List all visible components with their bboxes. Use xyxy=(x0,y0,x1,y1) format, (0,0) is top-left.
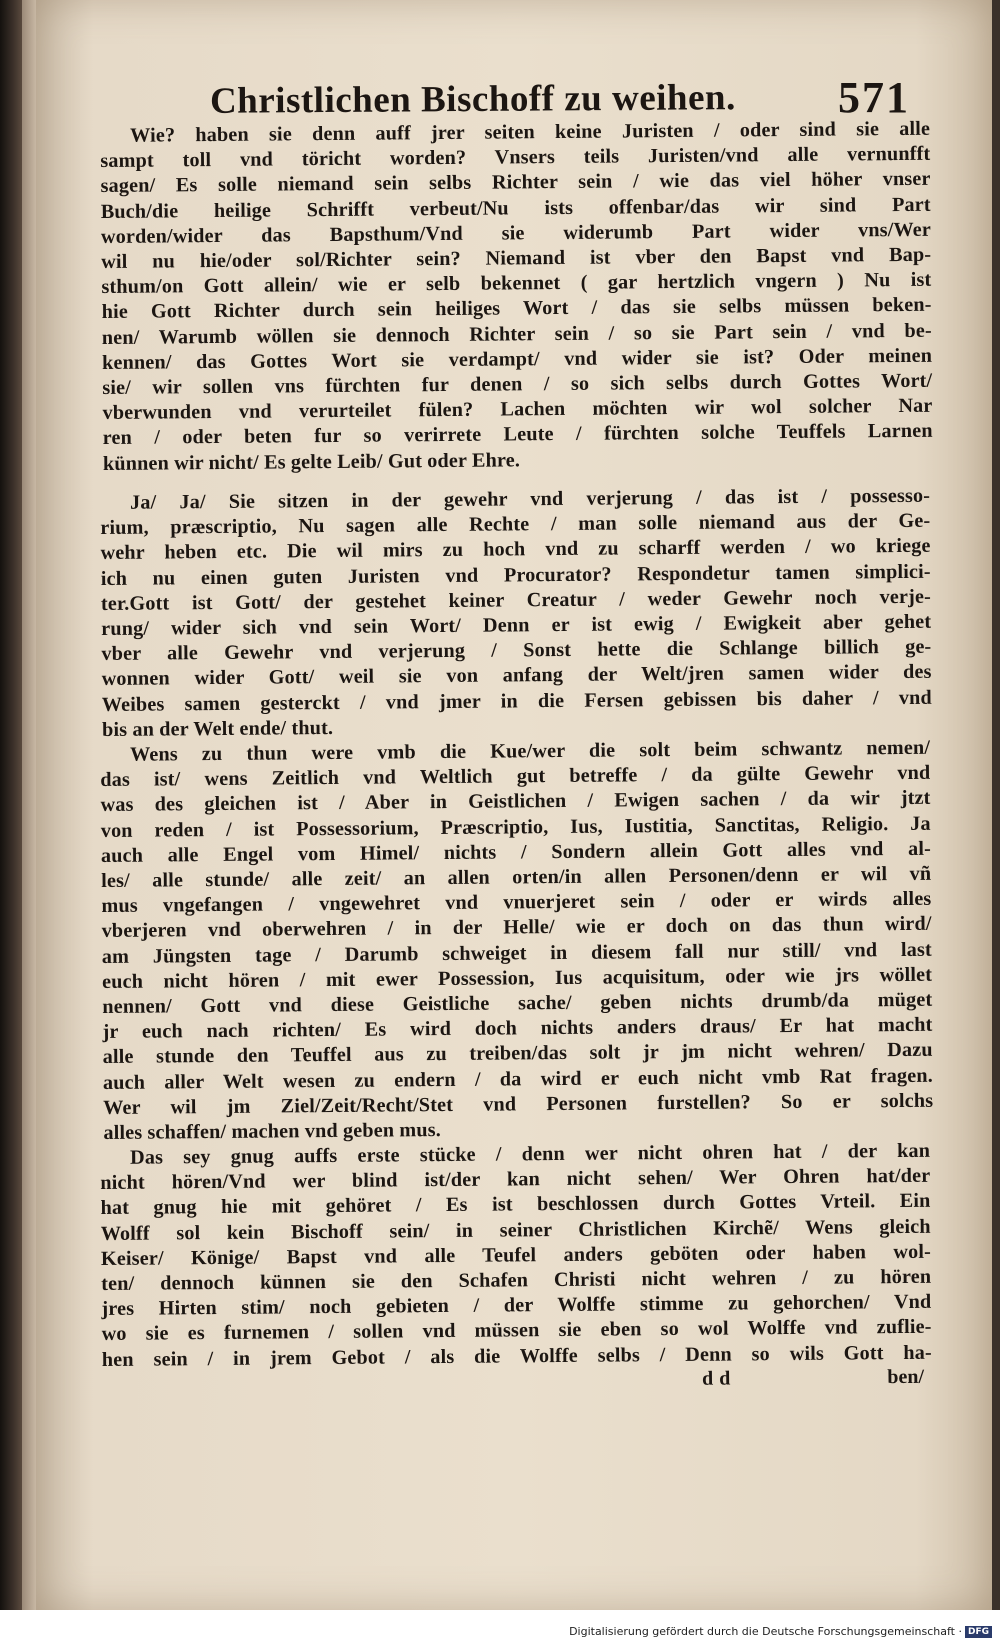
text-line: Weibes samen gesterckt / vnd jmer in die Fersen gebissen bis daher / vnd xyxy=(101,686,932,716)
text-line: ter.Gott ist Gott/ der gestehet keiner Creatur / weder Gewehr noch verje- xyxy=(100,585,932,615)
text-line: vberjeren vnd oberwehren / in der Helle/ wie er doch on das thun wird/ xyxy=(101,913,932,943)
page-text-block xyxy=(100,72,934,1398)
text-line: Keiser/ Könige/ Bapst vnd alle Teufel anders geböten oder haben wol- xyxy=(100,1240,932,1270)
text-line: nennen/ Gott vnd diese Geistliche sache/ geben nichts drumb/da müget xyxy=(102,988,933,1018)
dfg-logo: DFG xyxy=(965,1626,992,1638)
text-line: sie/ wir sollen vns fürchten fur denen / so sich selbs durch Gottes Wort/ xyxy=(102,369,933,400)
text-line: künnen wir nicht/ Es gelte Leib/ Gut oder Ehre. xyxy=(102,448,521,475)
text-line: wonnen wider Gott/ weil sie von anfang der Welt/jren samen wider des xyxy=(101,661,932,691)
paragraph xyxy=(100,484,932,743)
text-line: hie Gott Richter durch sein heiliges Wort / das sie selbs müssen beken- xyxy=(101,294,932,324)
text-line: euch nicht hören / mit ewer Possession, Ius acquisitum, oder wie jrs wöllet xyxy=(101,963,933,993)
text-line: Ja/ Ja/ Sie sitzen in der gewehr vnd verjerung / das ist / possesso- xyxy=(130,484,931,514)
text-line: wil nu hie/oder sol/Richter sein? Niemand ist vber den Bapst vnd Bap- xyxy=(101,243,932,274)
text-line: hat gnug hie mit gehöret / Es ist beschlossen durch Gottes Vrteil. Ein xyxy=(100,1190,931,1220)
text-line: alle stunde den Teuffel aus zu treiben/das solt jr jm nicht wehren/ Dazu xyxy=(102,1039,933,1069)
dfg-credit-text: Digitalisierung gefördert durch die Deutsche Forschungsgemeinschaft · xyxy=(569,1625,962,1638)
text-line: nen/ Warumb wöllen sie dennoch Richter sein / so sie Part sein / vnd be- xyxy=(101,319,932,349)
text-line: Wer wil jm Ziel/Zeit/Recht/Stet vnd Personen furstellen? So er solchs xyxy=(103,1089,934,1119)
text-line: auch aller Welt wesen zu endern / da wird er euch nicht vmb Rat fragen. xyxy=(102,1064,934,1094)
adjacent-page-edge xyxy=(22,0,36,1610)
text-line: das ist/ wens Zeitlich vnd Weltlich gut betreffe / da gülte Gewehr vnd xyxy=(100,761,931,792)
text-line: Buch/die heilige Schrifft verbeut/Nu ists offenbar/das wir sind Part xyxy=(100,193,931,223)
text-line: sthum/on Gott allein/ wie er selb bekennet ( gar hertzlich vngern ) Nu ist xyxy=(101,268,932,299)
text-line: Wens zu thun were vmb die Kue/wer die solt beim schwantz nemen/ xyxy=(130,736,931,766)
text-line: wo sie es furnemen / sollen vnd müssen sie eben so wol Wolffe vnd zuflie- xyxy=(101,1316,932,1346)
text-line: sampt toll vnd töricht worden? Vnsers teils Juristen/vnd alle vernunfft xyxy=(100,142,931,173)
running-head-title: Christlichen Bischoff zu weihen. xyxy=(209,77,736,122)
text-line: jres Hirten stim/ noch gebieten / der Wolffe stimme zu gehorchen/ Vnd xyxy=(101,1291,932,1321)
text-line: was des gleichen ist / Aber in Geistlichen / Ewigen sachen / da wir jtzt xyxy=(100,787,931,817)
paragraph xyxy=(100,117,933,477)
dfg-credit xyxy=(569,1625,992,1638)
catchword: ben/ xyxy=(887,1365,925,1389)
text-line: Das sey gnug auffs erste stücke / denn wer nicht ohren hat / der kan xyxy=(130,1139,931,1169)
text-line: vber alle Gewehr vnd verjerung / Sonst hette die Schlange billich ge- xyxy=(101,635,932,666)
text-line: auch alle Engel vom Himel/ nichts / Sondern allein Gott alles vnd al- xyxy=(100,837,932,867)
text-line: les/ alle stunde/ alle zeit/ an allen orten/in allen Personen/denn er wil vñ xyxy=(101,862,932,892)
folio-number: 571 xyxy=(838,73,910,122)
text-line: worden/wider das Bapsthum/Vnd sie widerumb Part wider vns/Wer xyxy=(100,218,932,248)
text-line: nicht hören/Vnd wer blind ist/der kan nicht sehen/ Wer Ohren hat/der xyxy=(100,1165,931,1195)
text-line: wehr heben etc. Die wil mirs zu hoch vnd zu scharff werden / wo kriege xyxy=(100,535,931,565)
text-line: Wie? haben sie denn auff jrer seiten keine Juristen / oder sind sie alle xyxy=(130,117,931,147)
text-line: ren / oder beten fur so verirrete Leute / fürchten solche Teuffels Larnen xyxy=(102,420,933,450)
text-line: kennen/ das Gottes Wort sie verdampt/ vnd wider sie ist? Oder meinen xyxy=(101,344,933,374)
text-line: mus vngefangen / vngewehret vnd vnuerjeret sein / oder er wirds alles xyxy=(101,887,932,918)
signature-mark: dd xyxy=(701,1367,737,1390)
text-line: bis an der Welt ende/ thut. xyxy=(101,716,334,741)
text-line: von reden / ist Possessorium, Præscriptio, Ius, Iustitia, Sanctitas, Religio. Ja xyxy=(100,812,931,842)
text-line: alles schaffen/ machen vnd geben mus. xyxy=(103,1118,442,1144)
text-line: rung/ wider sich vnd sein Wort/ Denn er ist ewig / Ewigkeit aber gehet xyxy=(101,610,932,640)
text-line: ich nu einen guten Juristen vnd Procurator? Respondetur tamen simplici- xyxy=(100,560,931,590)
text-line: rium, præscriptio, Nu sagen alle Rechte / man solle niemand aus der Ge- xyxy=(100,509,931,540)
paragraph xyxy=(100,736,933,1146)
running-head xyxy=(100,72,930,124)
paragraph xyxy=(100,1139,932,1373)
page-right-shadow xyxy=(992,0,1000,1610)
text-line: Wolff sol kein Bischoff sein/ in seiner Christlichen Kirchẽ/ Wens gleich xyxy=(100,1215,931,1245)
text-line: ten/ dennoch künnen sie den Schafen Christi nicht wehren / zu hören xyxy=(101,1265,932,1296)
text-line: am Jüngsten tage / Darumb schweiget in diesem fall nur still/ vnd last xyxy=(101,938,932,968)
book-binding-edge xyxy=(0,0,22,1643)
text-line: jr euch nach richten/ Es wird doch nichts anders draus/ Er hat macht xyxy=(102,1013,933,1044)
text-line: vberwunden vnd verurteilet fülen? Lachen möchten wir wol solcher Nar xyxy=(102,394,933,425)
body-text xyxy=(100,117,934,1373)
text-line: hen sein / in jrem Gebot / als die Wolffe selbs / Denn so wils Gott ha- xyxy=(101,1341,932,1371)
text-line: sagen/ Es solle niemand sein selbs Richter sein / wie das viel höher vnser xyxy=(100,168,931,198)
